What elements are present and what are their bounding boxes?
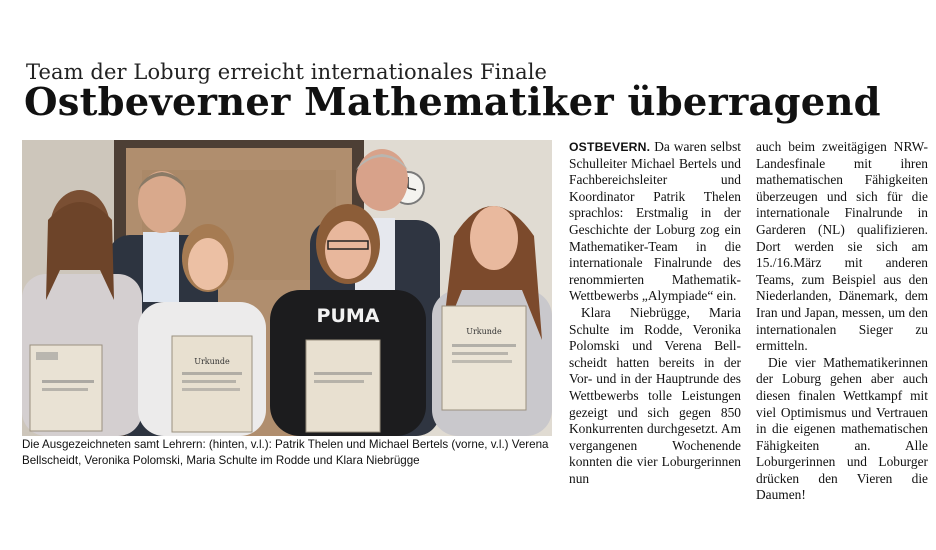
certificate-4 (442, 306, 526, 410)
paragraph-4: Die vier Mathematikerinnen der Loburg gehen aber auch diesen finalen Wettkampf mit viel Optimismus und Vertrauen in die eigenen mathematischen Fähigkeiten an. Alle Loburgerinnen und Loburger drücken den Vieren die Daumen! (756, 354, 928, 503)
article-column-2 (756, 139, 928, 504)
paragraph-1: OSTBEVERN. Da waren selbst Schulleiter Michael Bertels und Fachbereichsleiter und Koordinator Patrik Thelen sprachlos: Erstmalig in der Geschichte der Loburg zog ein Mathematiker-Team in die internationale Finalrunde des renommierten Mathematik-Wettbewerbs „Alympiade“ ein. (569, 139, 741, 304)
svg-text:Urkunde: Urkunde (194, 357, 230, 366)
certificate-3 (306, 340, 380, 432)
paragraph-2: Klara Niebrügge, Maria Schulte im Rodde, Veronika Polomski und Verena Bellscheidt hatten bereits in der Vor- und in der Hauptrunde des Wettbewerbs tolle Leistungen gezeigt und sich gegen 850 Konkurrenten durchgesetzt. Am vergangenen Wochenende konnten die vier Loburgerinnen nun (569, 304, 741, 486)
article-column-1 (569, 139, 741, 487)
article-photo (22, 140, 552, 436)
paragraph-3: auch beim zweitägigen NRW-Landesfinale mit ihren mathematischen Fähigkeiten überzeugen und sich für die internationale Finalrunde in Garderen (NL) qualifizieren. Dort werden sie sich am 15./16.März mit anderen Teams, zum Beispiel aus den Niederlanden, Dänemark, dem Iran und Japan, messen, um den internationalen Sieger zu ermitteln. (756, 139, 928, 354)
article-kicker: Team der Loburg erreicht internationales Finale (26, 60, 548, 84)
certificate-1 (30, 345, 102, 431)
article-headline: Ostbeverner Mathematiker überragend (24, 80, 881, 125)
certificate-2 (172, 336, 252, 432)
dateline: OSTBEVERN. (569, 140, 651, 154)
shirt-print-text: PUMA (316, 305, 380, 327)
svg-text:Urkunde: Urkunde (466, 327, 502, 336)
photo-caption: Die Ausgezeichneten samt Lehrern: (hinten, v.l.): Patrik Thelen und Michael Bertels (vorne, v.l.) Verena Bellscheidt, Veronika Polomski, Maria Schulte im Rodde und Klara Niebrügge (22, 438, 549, 467)
